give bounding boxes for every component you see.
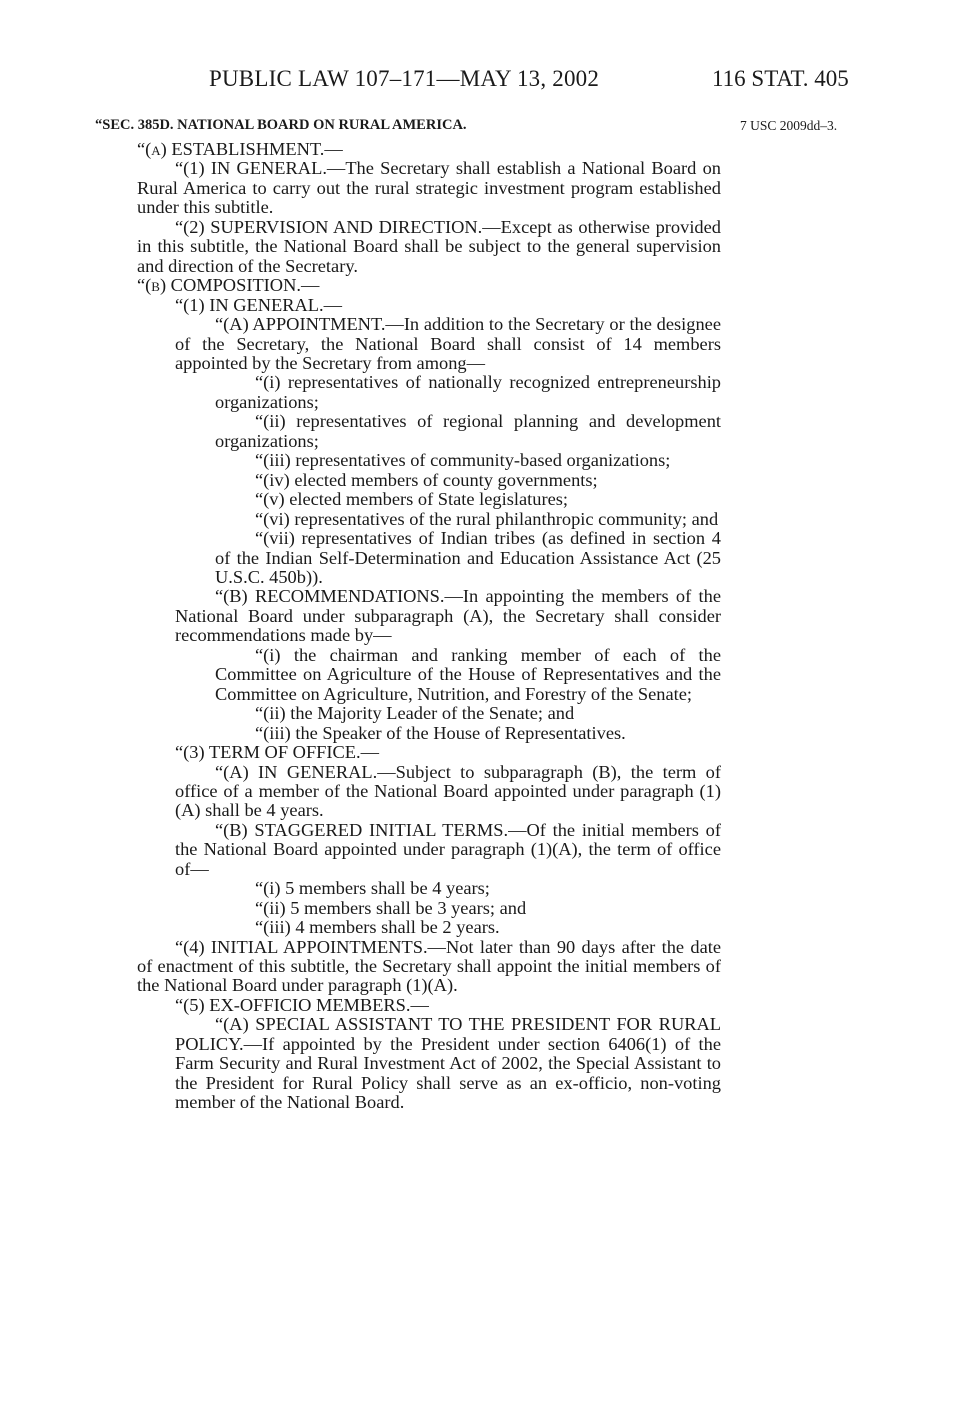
clause-b1A-ii: “(ii) representatives of regional planning and development organizations; [215,411,721,451]
paragraph-a1 [137,159,721,217]
subparagraph-b1A-text: In addition to the Secretary or the designee of the Secretary, the National Board shall consist of 14 members appointed by the Secretary from among— [175,314,721,373]
clause-b1A-vii: “(vii) representatives of Indian tribes (as defined in section 4 of the Indian Self-Determination and Education Assistance Act (25 U.S.C. 450b)). [215,528,721,587]
paragraph-b1-heading: “(1) IN GENERAL.— [175,294,343,315]
paragraph-a2 [137,218,721,276]
margin-citation: 7 USC 2009dd–3. [740,118,838,133]
subsection-b-heading: “(b) COMPOSITION.— [137,275,320,296]
subparagraph-b5A [137,1015,721,1112]
subparagraph-b5A-text: If appointed by the President under section 6406(1) of the Farm Security and Rural Investment Act of 2002, the Special Assistant to the President for Rural Policy shall serve as an ex-officio, non-voting member of the National Board. [175,1033,721,1113]
subparagraph-b3A-heading: “(A) IN GENERAL.— [215,761,396,782]
page-number: 116 STAT. 405 [712,66,849,91]
clause-b1B-iii: “(iii) the Speaker of the House of Representatives. [255,722,626,743]
subparagraph-b1B-heading: “(B) RECOMMENDATIONS.— [215,586,463,607]
subparagraph-b3B-text: Of the initial members of the National Board appointed under paragraph (1)(A), the term of office of— [175,819,721,879]
section-heading: “SEC. 385D. NATIONAL BOARD ON RURAL AMERICA. [95,117,467,133]
paragraph-b5-heading: “(5) EX-OFFICIO MEMBERS.— [175,994,429,1015]
subsection-a [137,140,721,159]
subsection-b [137,276,721,295]
clause-b1A-iii: “(iii) representatives of community-based organizations; [255,450,671,471]
subparagraph-b1B-text: In appointing the members of the National Board under subparagraph (A), the Secretary shall consider recommendations made by— [175,586,722,646]
clause-b3B-iii: “(iii) 4 members shall be 2 years. [255,917,500,938]
subparagraph-b5A-heading: “(A) SPECIAL ASSISTANT TO THE PRESIDENT FOR RURAL POLICY.— [175,1014,721,1054]
paragraph-b5 [137,996,721,1015]
clause-b1B-i: “(i) the chairman and ranking member of each of the Committee on Agriculture of the House of Representatives and the Committee on Agriculture, Nutrition, and Forestry of the Senate; [215,644,721,704]
paragraph-b4-heading: “(4) INITIAL APPOINTMENTS.— [175,936,446,957]
paragraph-b3-heading: “(3) TERM OF OFFICE.— [175,742,380,763]
clause-b3B-ii: “(ii) 5 members shall be 3 years; and [255,897,527,918]
subparagraph-b3A-text: Subject to subparagraph (B), the term of office of a member of the National Board appointed under paragraph (1)(A) shall be 4 years. [175,761,721,821]
paragraph-b1 [137,296,721,315]
clause-b1A-v: “(v) elected members of State legislatures; [255,489,569,510]
subparagraph-b1B [137,587,721,645]
paragraph-b3 [137,743,721,762]
subparagraph-b3B-heading: “(B) STAGGERED INITIAL TERMS.— [215,819,527,840]
paragraph-b4 [137,938,721,996]
clause-b1A-i: “(i) representatives of nationally recognized entrepreneurship organizations; [215,372,721,412]
clause-b1A-iv: “(iv) elected members of county governments; [255,469,598,490]
clause-b1B-ii: “(ii) the Majority Leader of the Senate; and [255,703,575,724]
subparagraph-b1A-heading: “(A) APPOINTMENT.— [215,314,404,335]
statute-body [137,140,721,1113]
paragraph-a1-text: The Secretary shall establish a National Board on Rural America to carry out the rural strategic investment program established under this subtitle. [137,158,721,218]
paragraph-a1-heading: “(1) IN GENERAL.— [175,158,346,179]
subsection-a-heading: “(a) ESTABLISHMENT.— [137,139,343,159]
paragraph-b4-text: Not later than 90 days after the date of enactment of this subtitle, the Secretary shall appoint the initial members of the National Board under paragraph (1)(A). [137,936,721,996]
paragraph-a2-heading: “(2) SUPERVISION AND DIRECTION.— [175,216,501,237]
clause-b3B-i: “(i) 5 members shall be 4 years; [255,878,490,899]
subparagraph-b3A [137,763,721,821]
clause-b1A-vi: “(vi) representatives of the rural philanthropic community; and [255,508,719,529]
subparagraph-b3B [137,821,721,879]
paragraph-a2-text: Except as otherwise provided in this subtitle, the National Board shall be subject to the general supervision and direction of the Secretary. [137,216,721,276]
subparagraph-b1A [137,315,721,373]
running-head: PUBLIC LAW 107–171—MAY 13, 2002 [209,66,600,91]
